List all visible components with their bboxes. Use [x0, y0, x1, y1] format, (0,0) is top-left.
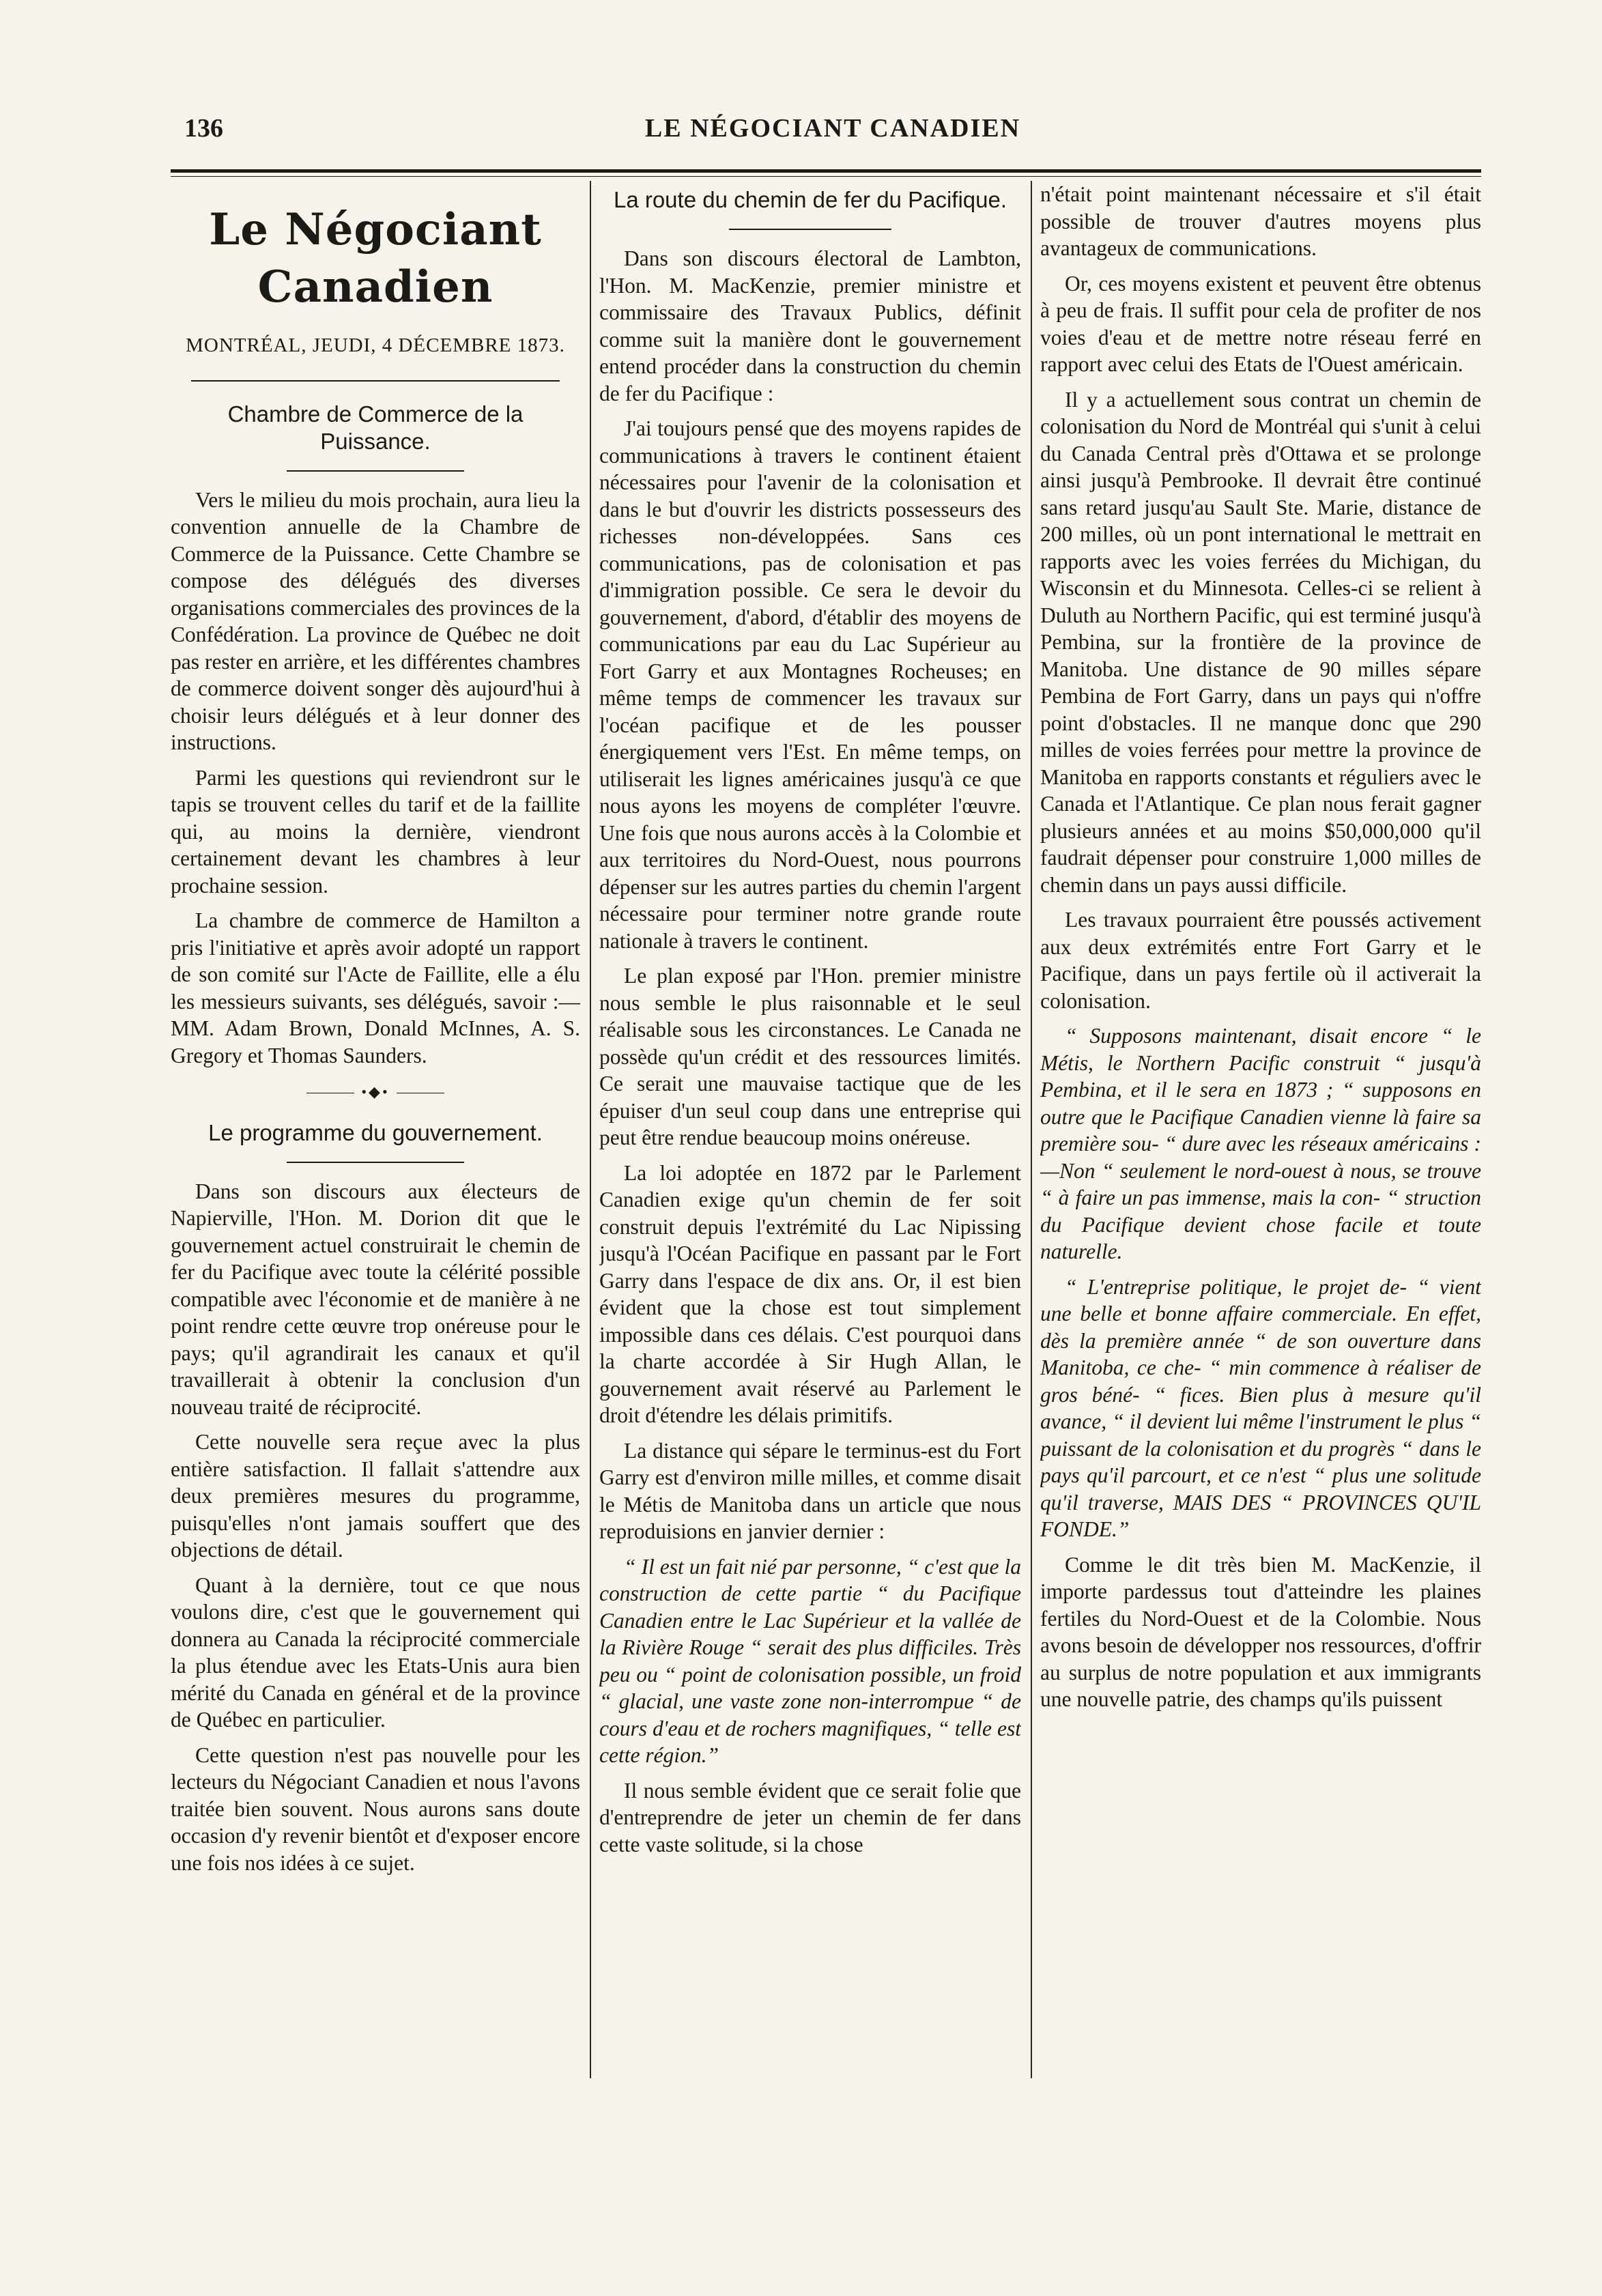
running-head: LE NÉGOCIANT CANADIEN: [644, 114, 1021, 143]
section-rule: [191, 380, 560, 382]
article-paragraph: Il y a actuellement sous contrat un chemin de colonisation du Nord de Montréal qui s'unit à celui du Canada Central près d'Ottawa et se prolonge ainsi jusqu'à Pembrooke. Il devrait être continué sans retard jusqu'au Sault Ste. Marie, distance de 200 milles, où un pont international le mettrait en rapports avec les voies ferrées du Michigan, du Wisconsin et du Minnesota. Celles-ci se relient à Duluth au Northern Pacific, qui est terminé jusqu'à Pembina, sur la frontière de la province de Manitoba. Une distance de 90 milles sépare Pembina de Fort Garry, dans un pays qui n'offre point d'obstacles. Il ne manque donc que 290 milles de voies ferrées pour mettre la province de Manitoba en rapports constants et réguliers avec le Canada et l'Atlantique. Ce plan nous ferait gagner plusieurs années et au moins $50,000,000 qu'il faudrait dépenser pour construire 1,000 milles de chemin dans un pays aussi difficile.: [1040, 387, 1481, 897]
article-paragraph: Les travaux pourraient être poussés activement aux deux extrémités entre Fort Garry et le Pacifique, dans un pays fertile où il activerait la colonisation.: [1040, 908, 1481, 1013]
headline-rule: [729, 229, 891, 230]
article-paragraph: Le plan exposé par l'Hon. premier ministre nous semble le plus raisonnable et le seul réalisable sous les circonstances. Le Canada ne possède qu'un crédit et des ressources limités. Ce serait une mauvaise tactique que de les épuiser d'un seul coup dans une entreprise qui peut être rendue beaucoup moins onéreuse.: [599, 964, 1021, 1149]
column-2: [599, 181, 1021, 2249]
article-paragraph: La distance qui sépare le terminus-est du Fort Garry est d'environ mille milles, et comme disait le Métis de Manitoba dans un article que nous reproduisions en janvier dernier :: [599, 1438, 1021, 1543]
dateline: MONTRÉAL, JEUDI, 4 DÉCEMBRE 1873.: [186, 334, 565, 356]
column-divider-1: [590, 181, 591, 2078]
article-quote: “ Supposons maintenant, disait encore “ le Métis, le Northern Pacific construit “ jusqu'à Pembina, et il le sera en 1873 ; “ supposons en outre que le Pacifique Canadien vienne là faire sa première sou- “ dure avec les réseaux américains :—Non “ seulement le nord-ouest à nous, se trouve “ à faire un pas immense, mais la con- “ struction du Pacifique devient chose facile et toute naturelle.: [1040, 1024, 1481, 1263]
column-divider-2: [1031, 181, 1032, 2078]
page-header: [184, 109, 1481, 150]
column-1: [171, 181, 580, 2249]
column-3: [1040, 181, 1481, 2249]
article-paragraph: La loi adoptée en 1872 par le Parlement Canadien exige qu'un chemin de fer soit construit depuis l'extrémité du Lac Nipissing jusqu'à l'Océan Pacifique en passant par le Fort Garry dans l'espace de dix ans. Or, il est bien évident que la chose est tout simplement impossible dans ces délais. C'est pourquoi dans la charte accordée à Sir Hugh Allan, le gouvernement avait réservé au Parlement le droit d'étendre les délais primitifs.: [599, 1160, 1021, 1427]
article-paragraph: Vers le milieu du mois prochain, aura lieu la convention annuelle de la Chambre de Commerce de la Puissance. Cette Chambre se compose des délégués des diverses organisations commerciales des provinces de la Confédération. La province de Québec ne doit pas rester en arrière, et les différentes chambres de commerce doivent songer dès aujourd'hui à choisir leurs délégués et à leur donner des instructions.: [171, 487, 580, 754]
page-number: 136: [184, 114, 223, 143]
article-paragraph: Or, ces moyens existent et peuvent être obtenus à peu de frais. Il suffit pour cela de profiter de nos voies d'eau et de mettre notre réseau ferré en rapport avec celui des Etats de l'Ouest américain.: [1040, 271, 1481, 376]
article-paragraph: Quant à la dernière, tout ce que nous voulons dire, c'est que le gouvernement qui donnera au Canada la réciprocité commerciale la plus étendue avec les Etats-Unis aura bien mérité du Canada en général et de la province de Québec en particulier.: [171, 1573, 580, 1732]
article-headline-chambre: Chambre de Commerce de la Puissance.: [227, 401, 524, 454]
article-paragraph: n'était point maintenant nécessaire et s'il était possible de trouver d'autres moyens plus avantageux de communications.: [1040, 182, 1481, 260]
article-paragraph: Cette nouvelle sera reçue avec la plus entière satisfaction. Il fallait s'attendre aux deux premières mesures du programme, puisqu'elles n'ont jamais souffert que des objections de détail.: [171, 1430, 580, 1562]
masthead: Le Négociant Canadien: [209, 204, 542, 313]
headline-rule: [287, 470, 464, 472]
article-paragraph: Cette question n'est pas nouvelle pour les lecteurs du Négociant Canadien et nous l'avons traitée bien souvent. Nous aurons sans doute occasion d'y revenir bientôt et d'exposer encore une fois nos idées à ce sujet.: [171, 1742, 580, 1875]
headline-rule: [287, 1162, 464, 1163]
article-headline-programme: Le programme du gouvernement.: [208, 1119, 543, 1145]
article-paragraph: Dans son discours aux électeurs de Napierville, l'Hon. M. Dorion dit que le gouvernement actuel construirait le chemin de fer du Pacifique avec toute la célérité possible compatible avec l'économie et de manière à ne point rendre cette œuvre trop onéreuse pour le pays; qu'il agrandirait les canaux et qu'il travaillerait à obtenir la conclusion d'un nouveau traité de réciprocité.: [171, 1179, 580, 1419]
article-paragraph: La chambre de commerce de Hamilton a pris l'initiative et après avoir adopté un rapport de son comité sur l'Acte de Faillite, elle a élu les messieurs suivants, ses délégués, savoir :—MM. Adam Brown, Donald McInnes, A. S. Gregory et Thomas Saunders.: [171, 908, 580, 1067]
article-paragraph: Comme le dit très bien M. MacKenzie, il importe pardessus tout d'atteindre les plaines fertiles du Nord-Ouest et de la Colombie. Nous avons besoin de développer nos ressources, d'offrir au surplus de notre population et aux immigrants une nouvelle patrie, des champs qu'ils puissent: [1040, 1552, 1481, 1711]
article-paragraph: J'ai toujours pensé que des moyens rapides de communications à travers le continent étaient nécessaires pour l'avenir de la colonisation et dans le but d'ouvrir les districts possesseurs des richesses non-développées. Sans ces communications, pas de colonisation et pas d'immigration possible. Ce sera le devoir du gouvernement, d'abord, d'établir des moyens de communications par eau du Lac Supérieur au Fort Garry et aux Montagnes Rocheuses; en même temps de commencer les travaux sur l'océan pacifique et de les pousser énergiquement vers l'Est. En même temps, on utiliserait les lignes américaines jusqu'à ce que nous ayons les moyens de compléter l'œuvre. Une fois que nous aurons accès à la Colombie et aux territoires du Nord-Ouest, nous pourrons dépenser sur les autres parties du chemin l'argent nécessaire pour terminer notre grande route nationale à travers le continent.: [599, 416, 1021, 953]
article-quote: “ L'entreprise politique, le projet de- “ vient une belle et bonne affaire commerciale. En effet, dès la première année “ de son ouverture dans Manitoba, ce che- “ min commence à réaliser de gros béné- “ fices. Bien plus à mesure qu'il avance, “ il devient lui même l'instrument le plus “ puissant de la colonisation et du progrès “ dans le pays qu'il parcourt, et ce n'est “ plus une solitude qu'il traverse, MAIS DES “ PROVINCES QU'IL FONDE.”: [1040, 1274, 1481, 1541]
article-quote: “ Il est un fait nié par personne, “ c'est que la construction de cette partie “ du Pacifique Canadien entre le Lac Supérieur et la vallée de la Rivière Rouge “ serait des plus difficiles. Très peu ou “ point de colonisation possible, un froid “ glacial, une vaste zone non-interrompue “ de cours d'eau et de rochers magnifiques, “ telle est cette région.”: [599, 1554, 1021, 1767]
article-paragraph: Parmi les questions qui reviendront sur le tapis se trouvent celles du tarif et de la faillite qui, au moins la dernière, viendront certainement devant les chambres à leur prochaine session.: [171, 765, 580, 898]
header-rule: [171, 169, 1481, 173]
header-rule-thin: [171, 176, 1481, 177]
article-paragraph: Il nous semble évident que ce serait folie que d'entreprendre de jeter un chemin de fer dans cette vaste solitude, si la chose: [599, 1778, 1021, 1856]
article-headline-route: La route du chemin de fer du Pacifique.: [613, 187, 1007, 212]
ornament-divider: •◆•: [171, 1078, 580, 1106]
article-paragraph: Dans son discours électoral de Lambton, l'Hon. M. MacKenzie, premier ministre et commissaire des Travaux Publics, définit comme suit la manière dont le gouvernement entend procéder dans la construction du chemin de fer du Pacifique :: [599, 246, 1021, 405]
